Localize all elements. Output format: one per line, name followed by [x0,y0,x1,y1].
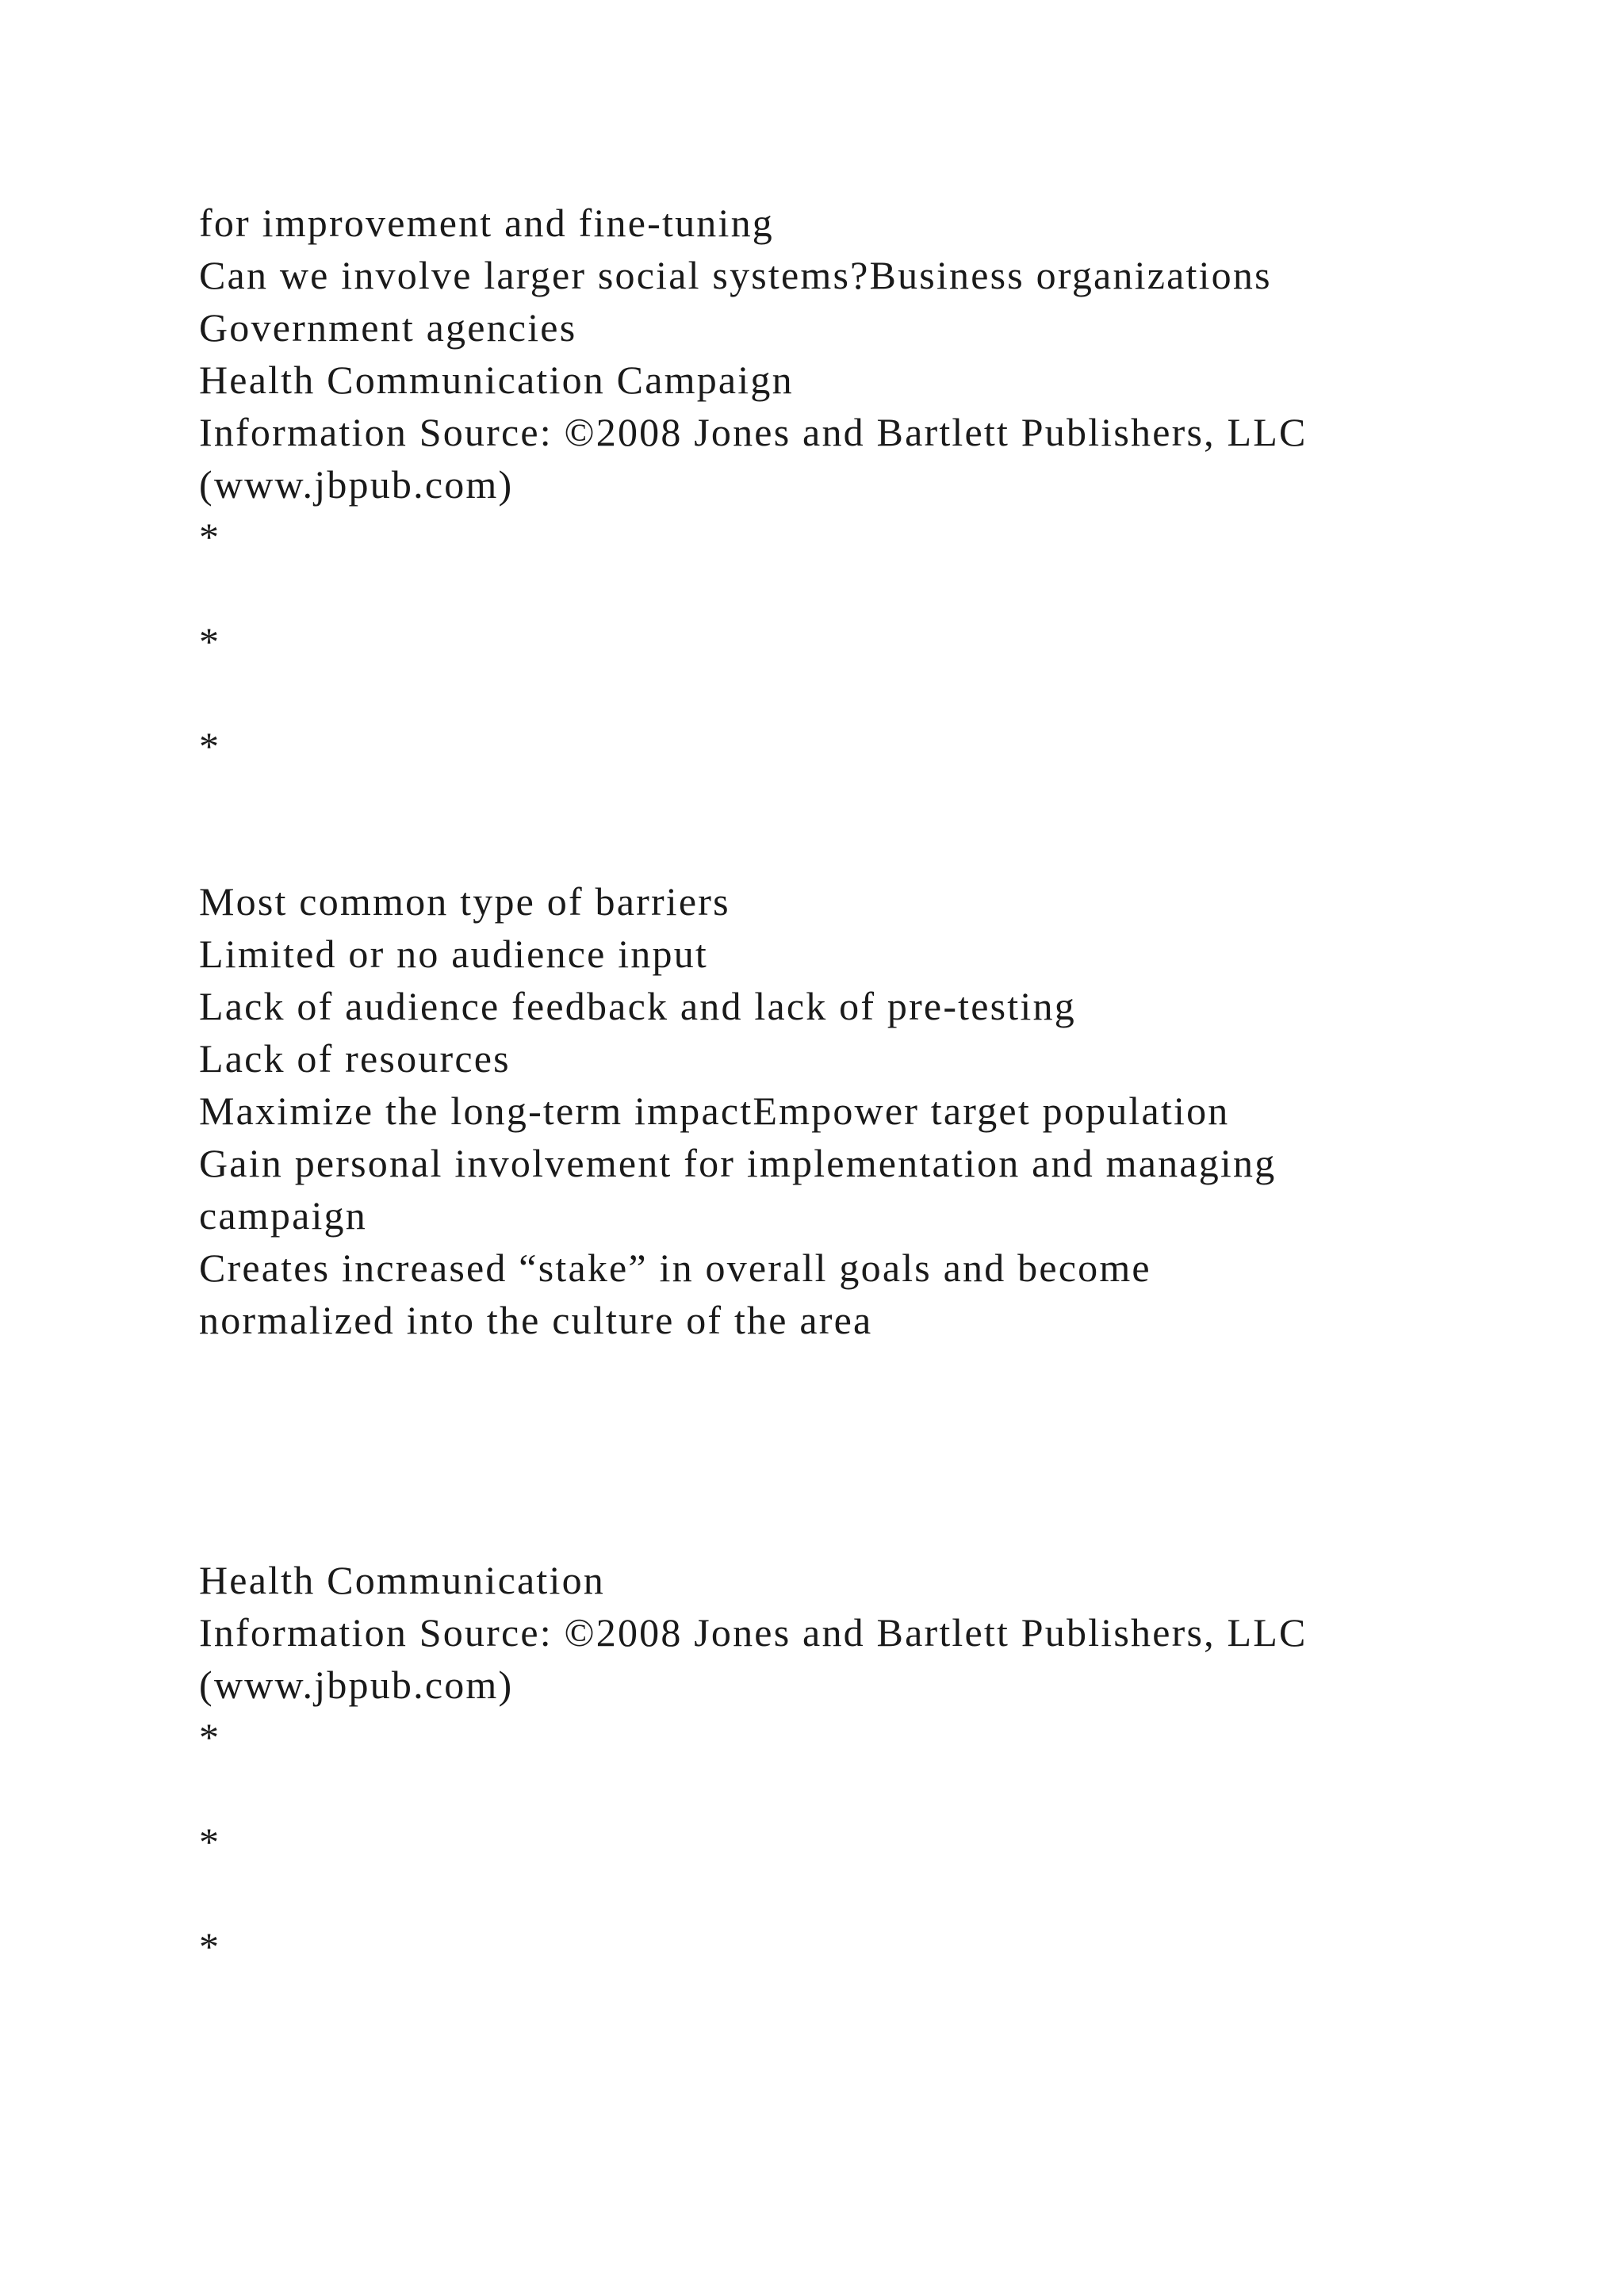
text-line: Lack of audience feedback and lack of pre-testing [199,984,1076,1028]
asterisk-marker: * [199,515,221,559]
text-section-3 [199,1554,1547,1973]
text-line: campaign [199,1193,367,1238]
asterisk-marker: * [199,1924,221,1969]
text-line: Maximize the long-term impactEmpower target population [199,1089,1230,1133]
text-line: Gain personal involvement for implementation and managing [199,1141,1277,1185]
section-heading: Most common type of barriers [199,879,730,924]
text-line: Lack of resources [199,1036,511,1081]
source-url: (www.jbpub.com) [199,462,514,507]
asterisk-marker: * [199,619,221,664]
text-section-2 [199,875,1547,1346]
text-line: Can we involve larger social systems?Business organizations [199,253,1272,297]
asterisk-marker: * [199,724,221,768]
source-url: (www.jbpub.com) [199,1663,514,1707]
text-line: Government agencies [199,305,577,350]
text-line: Creates increased “stake” in overall goals and become [199,1246,1151,1290]
asterisk-marker: * [199,1820,221,1864]
text-line: normalized into the culture of the area [199,1298,873,1342]
section-heading: Health Communication Campaign [199,358,794,402]
text-section-1 [199,197,1547,772]
text-line: Limited or no audience input [199,932,708,976]
source-citation: Information Source: ©2008 Jones and Bartlett Publishers, LLC [199,1610,1308,1655]
text-line: for improvement and fine-tuning [199,201,774,245]
section-heading: Health Communication [199,1558,605,1602]
asterisk-marker: * [199,1715,221,1759]
source-citation: Information Source: ©2008 Jones and Bartlett Publishers, LLC [199,410,1308,454]
